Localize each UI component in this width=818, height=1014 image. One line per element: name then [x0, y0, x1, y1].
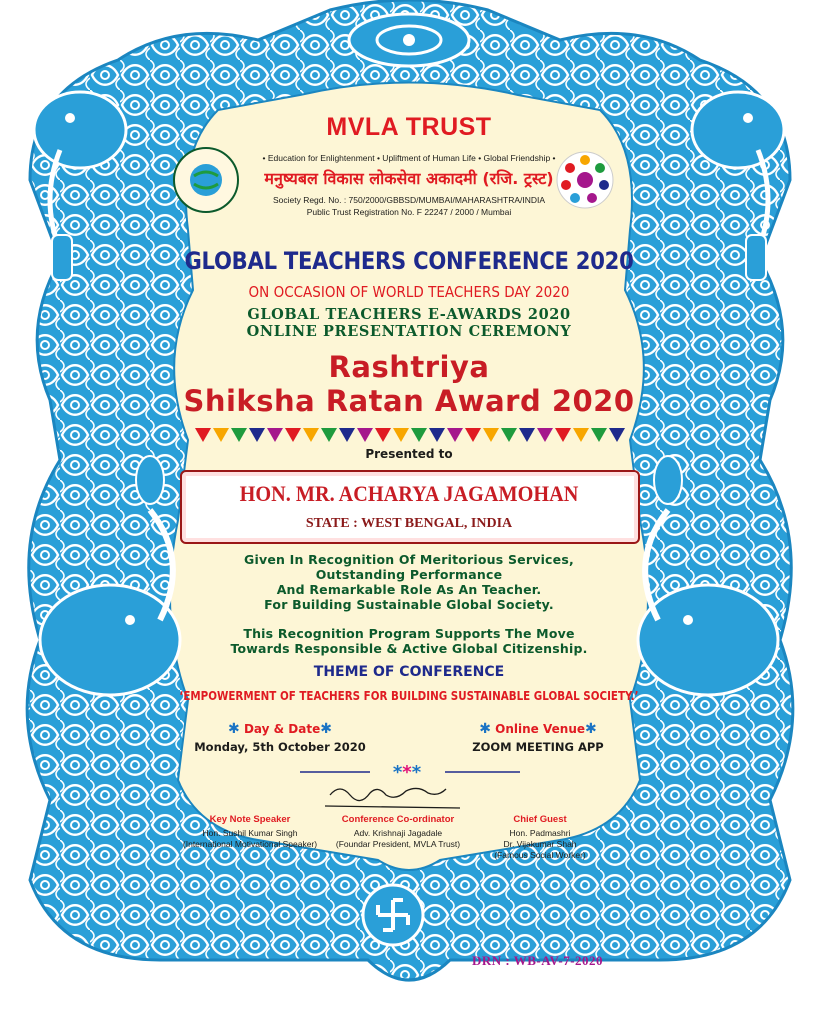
ceremony-line: ONLINE PRESENTATION CEREMONY [246, 323, 572, 340]
citation-line: And Remarkable Role As An Teacher. [276, 582, 542, 597]
signatory-keynote [170, 814, 330, 850]
signatory-role: Chief Guest [513, 814, 567, 825]
signatory-role: Conference Co-ordinator [341, 814, 455, 825]
date-block [190, 721, 370, 754]
signatory-line: (Foundar President, MVLA Trust) [335, 839, 461, 849]
venue-block [448, 721, 628, 754]
signatory-line: Dr. Vijakumar Shah [503, 839, 577, 849]
signatory-line: Hon. Sushil Kumar Singh [202, 828, 298, 838]
honoree-name: HON. MR. ACHARYA JAGAMOHAN [239, 481, 579, 506]
signatory-role: Key Note Speaker [209, 814, 291, 825]
award-title-line1: Rashtriya [328, 350, 490, 384]
asterisk-icon: ✱ [320, 721, 332, 737]
program-line: This Recognition Program Supports The Move [243, 626, 575, 641]
society-registration: Society Regd. No. : 750/2000/GBBSD/MUMBAI/MAHARASHTRA/INDIA [272, 195, 546, 205]
program-line: Towards Responsible & Active Global Citizenship. [230, 641, 588, 656]
venue-label: Online Venue [495, 722, 585, 736]
trust-name: MVLA TRUST [326, 113, 492, 141]
signatory-line: Adv. Krishnaji Jagadale [353, 828, 443, 838]
conference-title: GLOBAL TEACHERS CONFERENCE 2020 [184, 247, 634, 275]
award-title-line2: Shiksha Ratan Award 2020 [183, 384, 635, 418]
eawards-line: GLOBAL TEACHERS E-AWARDS 2020 [247, 306, 571, 323]
trust-hindi-name: मनुष्यबल विकास लोकसेवा अकादमी (रजि. ट्रस्ट) [264, 169, 554, 188]
theme-text: ‘EMPOWERMENT OF TEACHERS FOR BUILDING SUSTAINABLE GLOBAL SOCIETY.’ [179, 689, 639, 703]
signatory-line: (Famous Social Worker) [494, 850, 586, 860]
presented-to: Presented to [365, 447, 453, 461]
asterisk-icon: ✱ [585, 721, 597, 737]
asterisk-icon: ✱ [228, 721, 240, 737]
trust-tagline: • Education for Enlightenment • Upliftment of Human Life • Global Friendship • [262, 153, 556, 163]
signatory-line: Hon. Padmashri [509, 828, 571, 838]
venue-value: ZOOM MEETING APP [472, 740, 604, 754]
theme-heading: THEME OF CONFERENCE [313, 664, 505, 680]
occasion-line: ON OCCASION OF WORLD TEACHERS DAY 2020 [248, 283, 570, 301]
divider-asterisks: *** [392, 762, 422, 783]
signatory-line: (International Motivational Speaker) [182, 839, 318, 849]
asterisk-icon: ✱ [479, 721, 491, 737]
citation-line: Outstanding Performance [315, 567, 503, 582]
citation-line: Given In Recognition Of Meritorious Services, [244, 552, 574, 567]
date-label: Day & Date [243, 722, 321, 736]
drn-number: DRN : WB-AV-7-2020 [472, 953, 604, 968]
crown-ornament [349, 14, 469, 66]
public-trust-registration: Public Trust Registration No. F 22247 / 2000 / Mumbai [306, 207, 512, 217]
swastika-medallion [363, 885, 423, 945]
date-value: Monday, 5th October 2020 [194, 740, 366, 754]
citation-line: For Building Sustainable Global Society. [264, 597, 554, 612]
honoree-state: STATE : WEST BENGAL, INDIA [305, 516, 513, 531]
signatory-chief-guest [470, 814, 610, 861]
signatory-coordinator [318, 814, 478, 850]
